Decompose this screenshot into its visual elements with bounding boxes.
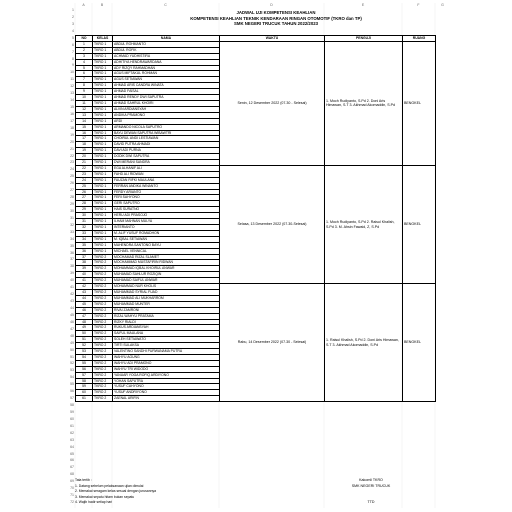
table-row <box>76 284 436 290</box>
cell-no: 9 <box>76 89 93 95</box>
cell-kelas: TKRO 2 <box>93 372 113 378</box>
row-number: 64 <box>70 444 74 449</box>
cell-no: 6 <box>76 71 93 77</box>
column-letter: A <box>82 3 85 7</box>
cell-no: 47 <box>76 313 93 319</box>
cell-nama: HERU ADI PRASOJO <box>113 213 220 219</box>
cell-no: 15 <box>76 124 93 130</box>
row-number: 1 <box>72 8 74 12</box>
cell-no: 35 <box>76 242 93 248</box>
cell-nama: ADHITIYA HENDRAWARDANA <box>113 59 220 65</box>
row-number: 43 <box>70 299 74 304</box>
row-number: 34 <box>70 236 74 241</box>
row-number: 17 <box>70 118 74 123</box>
cell-nama: MOCHAMMAD MUSTAFIRIN RIDWAN <box>113 260 220 266</box>
row-number: 16 <box>70 111 74 116</box>
header-no: NO <box>76 36 93 42</box>
cell-kelas: TKRO 1 <box>93 189 113 195</box>
cell-kelas: TKRO 1 <box>93 154 113 160</box>
cell-kelas: TKRO 1 <box>93 160 113 166</box>
row-number: 35 <box>70 243 74 248</box>
cell-kelas: TKRO 2 <box>93 289 113 295</box>
cell-no: 41 <box>76 278 93 284</box>
cell-kelas: TKRO 2 <box>93 325 113 331</box>
cell-no: 3 <box>76 53 93 59</box>
cell-nama: ARMANDO NICOLA SAPUTRO <box>113 124 220 130</box>
cell-nama: AHMAD FAISAL <box>113 89 220 95</box>
cell-no: 53 <box>76 349 93 355</box>
cell-kelas: TKRO 1 <box>93 47 113 53</box>
row-number: 6 <box>72 42 74 47</box>
cell-nama: CHOIRUL ANDI LESTIAWAN <box>113 136 220 142</box>
cell-nama: ILHAM MAHNAN MULYA <box>113 219 220 225</box>
session-penguji: 1. Raisul Khalish, S.Pd 2. Doni Aris Himawan, S.T 3. Akhmad Akomaddin, S.Pd <box>325 284 403 402</box>
cell-kelas: TKRO 1 <box>93 106 113 112</box>
cell-no: 26 <box>76 189 93 195</box>
cell-kelas: TKRO 1 <box>93 71 113 77</box>
cell-no: 11 <box>76 100 93 106</box>
column-letter: B <box>100 3 104 7</box>
cell-no: 43 <box>76 289 93 295</box>
cell-kelas: TKRO 1 <box>93 41 113 47</box>
row-number: 30 <box>70 208 74 213</box>
signature-school: SMK NEGERI TRUCUK <box>351 483 391 488</box>
row-number: 44 <box>70 305 74 310</box>
cell-nama: M. ALIF YUSUF ROMADHON <box>113 230 220 236</box>
row-number: 42 <box>70 292 74 297</box>
row-number: 53 <box>70 368 74 373</box>
row-number: 33 <box>70 229 74 234</box>
cell-kelas: TKRO 1 <box>93 100 113 106</box>
cell-nama: MUHAMMAD MUNTER <box>113 301 220 307</box>
cell-no: 33 <box>76 230 93 236</box>
session-waktu: Selasa, 13 Desember 2022 (07.30-Selesai) <box>220 165 325 283</box>
cell-nama: ABDUL ROHMANTO <box>113 41 220 47</box>
cell-nama: AHMAD SAHRUL KHOIRI <box>113 100 220 106</box>
row-number: 21 <box>70 146 74 151</box>
cell-kelas: TKRO 2 <box>93 384 113 390</box>
cell-kelas: TKRO 1 <box>93 207 113 213</box>
cell-nama: WAHYU ADI PRAMONO <box>113 360 220 366</box>
row-number: 7 <box>72 49 74 54</box>
notes-heading: Tata tertib : <box>75 478 92 482</box>
cell-no: 7 <box>76 77 93 83</box>
cell-kelas: TKRO 1 <box>93 195 113 201</box>
header-waktu: WAKTU <box>220 36 325 42</box>
row-number: 66 <box>70 458 74 463</box>
cell-nama: EGA ALHANIF ALI <box>113 165 220 171</box>
cell-kelas: TKRO 2 <box>93 254 113 260</box>
cell-nama: DWI MERANI SANDRA <box>113 160 220 166</box>
cell-kelas: TKRO 1 <box>93 225 113 231</box>
cell-nama: M. IQBAL SETIAWAN <box>113 236 220 242</box>
cell-no: 36 <box>76 248 93 254</box>
session-ruang: BENGKEL <box>403 165 436 283</box>
row-number: 15 <box>70 105 74 110</box>
cell-nama: FERDY ARIANTO <box>113 189 220 195</box>
cell-kelas: TKRO 1 <box>93 77 113 83</box>
cell-kelas: TKRO 2 <box>93 260 113 266</box>
row-number: 58 <box>70 403 74 407</box>
cell-kelas: TKRO 1 <box>93 219 113 225</box>
cell-no: 37 <box>76 254 93 260</box>
cell-no: 49 <box>76 325 93 331</box>
row-number: 61 <box>70 423 74 428</box>
row-number: 20 <box>70 139 74 144</box>
cell-nama: AGUS SETIAWAN <box>113 77 220 83</box>
cell-no: 60 <box>76 390 93 396</box>
row-number: 19 <box>70 132 74 137</box>
row-number: 22 <box>70 153 74 158</box>
cell-no: 23 <box>76 171 93 177</box>
row-number: 9 <box>72 63 74 68</box>
cell-nama: YUSUF ANDRIYONO <box>113 390 220 396</box>
cell-no: 27 <box>76 195 93 201</box>
row-number: 32 <box>70 222 74 227</box>
cell-no: 8 <box>76 83 93 89</box>
cell-no: 38 <box>76 260 93 266</box>
cell-nama: ACHMAD YUDHISTIRA <box>113 53 220 59</box>
cell-kelas: TKRO 1 <box>93 148 113 154</box>
cell-kelas: TKRO 1 <box>93 130 113 136</box>
cell-kelas: TKRO 1 <box>93 83 113 89</box>
signature-role: Kakomli TKRO <box>359 478 383 482</box>
cell-kelas: TKRO 2 <box>93 313 113 319</box>
cell-no: 22 <box>76 165 93 171</box>
cell-nama: YOHAN SAPUTRA <box>113 378 220 384</box>
cell-nama: SOLEH SETIAWATO <box>113 337 220 343</box>
cell-kelas: TKRO 1 <box>93 118 113 124</box>
column-letter: D <box>270 3 273 7</box>
cell-nama: RIZKY RIALDI <box>113 319 220 325</box>
cell-kelas: TKRO 2 <box>93 266 113 272</box>
cell-no: 28 <box>76 201 93 207</box>
cell-no: 51 <box>76 337 93 343</box>
cell-nama: TIRTI SULAKSA <box>113 343 220 349</box>
cell-kelas: TKRO 1 <box>93 236 113 242</box>
row-number: 23 <box>70 160 74 165</box>
cell-nama: AHMAD ARIS CANDRA WINATA <box>113 83 220 89</box>
cell-nama: GERI SAPUTRO <box>113 201 220 207</box>
cell-kelas: TKRO 2 <box>93 278 113 284</box>
header-kelas: KELAS <box>93 36 113 42</box>
cell-no: 13 <box>76 112 93 118</box>
cell-nama: MICHAEL VENNICAL <box>113 248 220 254</box>
row-number: 24 <box>70 167 74 172</box>
row-number: 25 <box>70 174 74 179</box>
row-number: 67 <box>70 465 74 470</box>
cell-no: 10 <box>76 95 93 101</box>
header-ruang: RUANG <box>403 36 436 42</box>
cell-no: 55 <box>76 360 93 366</box>
row-number: 69 <box>70 479 74 484</box>
cell-kelas: TKRO 2 <box>93 349 113 355</box>
cell-kelas: TKRO 2 <box>93 366 113 372</box>
row-number: 70 <box>70 486 74 491</box>
title-line-1: JADWAL UJI KOMPETENSI KEAHLIAN <box>236 10 316 15</box>
row-number: 72 <box>70 500 74 505</box>
cell-kelas: TKRO 1 <box>93 230 113 236</box>
row-number: 40 <box>70 278 74 283</box>
cell-no: 46 <box>76 307 93 313</box>
row-number: 60 <box>70 416 74 421</box>
cell-kelas: TKRO 1 <box>93 165 113 171</box>
cell-kelas: TKRO 2 <box>93 272 113 278</box>
cell-kelas: TKRO 1 <box>93 248 113 254</box>
cell-no: 29 <box>76 207 93 213</box>
cell-no: 14 <box>76 118 93 124</box>
row-number: 56 <box>70 389 74 394</box>
row-number: 2 <box>72 14 74 19</box>
row-number: 3 <box>72 21 74 26</box>
row-number: 45 <box>70 312 74 317</box>
cell-nama: MOCHAMAD RIZAL SLAMET <box>113 254 220 260</box>
cell-no: 16 <box>76 130 93 136</box>
row-number: 4 <box>72 28 74 33</box>
cell-no: 30 <box>76 213 93 219</box>
row-number: 28 <box>70 195 74 200</box>
cell-no: 21 <box>76 160 93 166</box>
column-letter: C <box>164 3 167 7</box>
cell-kelas: TKRO 1 <box>93 124 113 130</box>
row-number: 41 <box>70 285 74 290</box>
cell-nama: FERI SAHYONO <box>113 195 220 201</box>
cell-nama: DAVID PUTRA AHMADI <box>113 142 220 148</box>
cell-nama: VALENTINO SANDHI PURWANAMA PUTRA <box>113 349 220 355</box>
cell-nama: MUHAMMAD SYRIAL FUAD <box>113 289 220 295</box>
row-number: 36 <box>70 250 74 255</box>
table-row <box>76 41 436 47</box>
column-letter: E <box>361 3 365 7</box>
cell-nama: RIVAI ZAMRONI <box>113 307 220 313</box>
cell-kelas: TKRO 2 <box>93 337 113 343</box>
row-number: 54 <box>70 375 74 380</box>
row-number: 12 <box>70 84 74 89</box>
cell-nama: WAHYU AGUNG <box>113 354 220 360</box>
cell-nama: ANDIKA PRAMONO <box>113 112 220 118</box>
cell-nama: DAVI ADI PURNA <box>113 148 220 154</box>
row-number: 68 <box>70 472 74 477</box>
cell-kelas: TKRO 1 <box>93 65 113 71</box>
row-number: 48 <box>70 333 74 338</box>
note-item: 4. Wajib hadir setiap hari <box>75 500 113 505</box>
cell-nama: ADY RIZQY RAHMADHAN <box>113 65 220 71</box>
cell-no: 61 <box>76 396 93 402</box>
cell-nama: MUHAMMAD ALI MUKHARROM <box>113 295 220 301</box>
cell-kelas: TKRO 2 <box>93 396 113 402</box>
cell-kelas: TKRO 1 <box>93 112 113 118</box>
cell-kelas: TKRO 1 <box>93 89 113 95</box>
header-penguji: PENGUJI <box>325 36 403 42</box>
cell-no: 18 <box>76 142 93 148</box>
cell-nama: FAUZAN RIFKI MAULANA <box>113 177 220 183</box>
row-number: 13 <box>70 91 74 96</box>
row-number: 51 <box>70 354 74 359</box>
cell-kelas: TKRO 2 <box>93 295 113 301</box>
signature-ttd: TTD <box>367 500 375 505</box>
cell-kelas: TKRO 1 <box>93 201 113 207</box>
cell-no: 45 <box>76 301 93 307</box>
cell-kelas: TKRO 2 <box>93 354 113 360</box>
cell-kelas: TKRO 1 <box>93 59 113 65</box>
row-number: 57 <box>70 396 74 401</box>
note-item: 2. Memakai seragam kelas sesuai dengan jurusannya <box>75 489 157 494</box>
column-letter: G <box>441 3 444 7</box>
cell-nama: AHMAD RENDY DWI SAPUTRA <box>113 95 220 101</box>
cell-nama: FAHD ALI RIDWAN <box>113 171 220 177</box>
row-number: 5 <box>72 35 74 40</box>
cell-kelas: TKRO 1 <box>93 183 113 189</box>
cell-no: 44 <box>76 295 93 301</box>
cell-nama: HAIS SURATNO <box>113 207 220 213</box>
cell-nama: MUHAMAD SAIFUL ANWAR <box>113 278 220 284</box>
cell-kelas: TKRO 1 <box>93 142 113 148</box>
cell-no: 19 <box>76 148 93 154</box>
row-number: 65 <box>70 451 74 456</box>
cell-no: 1 <box>76 41 93 47</box>
cell-kelas: TKRO 2 <box>93 307 113 313</box>
cell-nama: MAHENDRA SANTONO BAYU <box>113 242 220 248</box>
cell-no: 42 <box>76 284 93 290</box>
cell-kelas: TKRO 1 <box>93 171 113 177</box>
cell-no: 56 <box>76 366 93 372</box>
cell-nama: MUHAMAD SAHLUR ROZIQIN <box>113 272 220 278</box>
cell-kelas: TKRO 1 <box>93 95 113 101</box>
cell-nama: MOHAMMAD IQBAL KHOIRUL ANWAR <box>113 266 220 272</box>
row-number: 59 <box>70 409 74 414</box>
cell-no: 25 <box>76 183 93 189</box>
note-item: 3. Memakai sepatu hitam bukan sepatu <box>75 494 135 499</box>
cell-nama: ARDI <box>113 118 220 124</box>
cell-no: 31 <box>76 219 93 225</box>
session-ruang: BENGKEL <box>403 284 436 402</box>
column-letter: F <box>417 3 420 7</box>
cell-nama: FERRAN ANDIKA WINANTO <box>113 183 220 189</box>
row-number: 49 <box>70 340 74 345</box>
row-number: 52 <box>70 361 74 366</box>
cell-kelas: TKRO 2 <box>93 331 113 337</box>
row-number: 63 <box>70 437 74 442</box>
cell-nama: INTERIANTO <box>113 225 220 231</box>
cell-kelas: TKRO 2 <box>93 360 113 366</box>
cell-nama: DODIK DWI SAPUTRA <box>113 154 220 160</box>
cell-no: 48 <box>76 319 93 325</box>
row-number: 14 <box>70 98 74 103</box>
cell-no: 59 <box>76 384 93 390</box>
cell-nama: WAHYU TRI WIDODO <box>113 366 220 372</box>
cell-no: 57 <box>76 372 93 378</box>
cell-no: 50 <box>76 331 93 337</box>
cell-nama: ZAENAL ARIFIN <box>113 396 220 402</box>
cell-no: 34 <box>76 236 93 242</box>
title-line-2: KOMPETENSI KEAHLIAN TEKNIK KENDARAAN RINGAN OTOMOTIF (TKRO dan TP) <box>190 15 362 21</box>
cell-nama: YUSUF CAHYONO <box>113 384 220 390</box>
row-number: 27 <box>70 188 74 193</box>
cell-no: 58 <box>76 378 93 384</box>
row-number: 18 <box>70 125 74 130</box>
row-number: 11 <box>70 77 74 82</box>
cell-nama: RUKUS ARDIANSYAH <box>113 325 220 331</box>
cell-no: 40 <box>76 272 93 278</box>
session-ruang: BENGKEL <box>403 41 436 165</box>
row-number: 31 <box>70 215 74 220</box>
cell-no: 52 <box>76 343 93 349</box>
session-waktu: Senin, 12 Desember 2022 (07.30 - Selesai) <box>220 41 325 165</box>
spreadsheet-page <box>66 3 450 508</box>
cell-nama: AGUS MIFTAKUL ROHMAN <box>113 71 220 77</box>
row-number: 55 <box>70 382 74 387</box>
cell-nama: SAIFUL MAULANA <box>113 331 220 337</box>
row-number: 37 <box>70 257 74 262</box>
cell-kelas: TKRO 1 <box>93 177 113 183</box>
cell-no: 12 <box>76 106 93 112</box>
session-waktu: Rabu, 14 Desember 2022 (07.30 - Selesai) <box>220 284 325 402</box>
cell-nama: YANUAR YOGA ROFIQ ARDIYONO <box>113 372 220 378</box>
note-item: 1. Datang sebelum pelaksanaan ujian dimulai <box>75 483 144 488</box>
row-number: 8 <box>72 56 74 61</box>
row-number: 46 <box>70 319 74 324</box>
row-number: 29 <box>70 202 74 207</box>
title-line-3: SMK NEGERI TRUCUK TAHUN 2022/2023 <box>234 21 318 26</box>
cell-no: 5 <box>76 65 93 71</box>
cell-no: 24 <box>76 177 93 183</box>
row-number: 38 <box>70 264 74 269</box>
cell-kelas: TKRO 2 <box>93 343 113 349</box>
cell-kelas: TKRO 2 <box>93 284 113 290</box>
cell-nama: BAYU DEWAN SAPUTRA WIBAWTRI <box>113 130 220 136</box>
schedule-table <box>75 35 436 402</box>
cell-kelas: TKRO 1 <box>93 242 113 248</box>
cell-no: 54 <box>76 354 93 360</box>
cell-no: 17 <box>76 136 93 142</box>
cell-kelas: TKRO 2 <box>93 301 113 307</box>
row-number: 62 <box>70 430 74 435</box>
session-penguji: 1. Moch Rudiyanto, S.Pd 2. Raisul Khalish, S.Pd 3. M. Ahsin Fawaid, Z, S.Pd <box>325 165 403 283</box>
row-number: 71 <box>70 493 74 498</box>
session-penguji: 1. Moch Rudiyanto, S.Pd 2. Doni Aris Himawan, S.T 3. Akhmad Akomaddin, S.Pd <box>325 41 403 165</box>
cell-kelas: TKRO 1 <box>93 53 113 59</box>
cell-nama: MOHAMMAD NUR KHOLIS <box>113 284 220 290</box>
row-number: 47 <box>70 326 74 331</box>
cell-no: 32 <box>76 225 93 231</box>
cell-nama: ALVIN ARDIANSYAH <box>113 106 220 112</box>
cell-no: 39 <box>76 266 93 272</box>
cell-no: 20 <box>76 154 93 160</box>
row-number: 26 <box>70 181 74 186</box>
row-number: 39 <box>70 271 74 276</box>
cell-nama: ABDUL ROFIK <box>113 47 220 53</box>
row-number: 50 <box>70 347 74 352</box>
cell-kelas: TKRO 2 <box>93 378 113 384</box>
cell-kelas: TKRO 1 <box>93 136 113 142</box>
cell-no: 4 <box>76 59 93 65</box>
cell-nama: RIZAL WAHYU PRATAMA <box>113 313 220 319</box>
row-number: 10 <box>70 70 74 75</box>
cell-kelas: TKRO 2 <box>93 319 113 325</box>
table-row <box>76 165 436 171</box>
cell-no: 2 <box>76 47 93 53</box>
cell-kelas: TKRO 1 <box>93 213 113 219</box>
header-nama: NAMA <box>113 36 220 42</box>
cell-kelas: TKRO 2 <box>93 390 113 396</box>
